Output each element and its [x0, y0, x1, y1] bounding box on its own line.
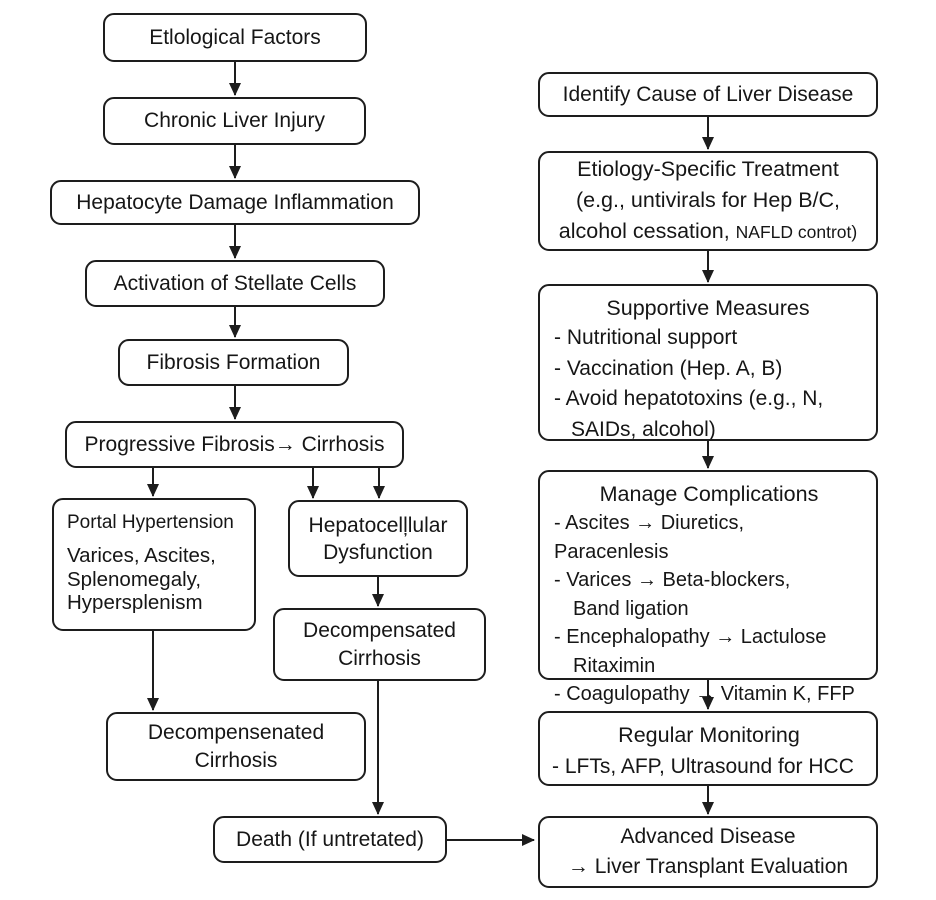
node-line: (e.g., untivirals for Hep B/C, — [575, 188, 841, 212]
node-line: Dysfunction — [323, 540, 433, 564]
node-identify-cause-of-liver-disease — [538, 72, 878, 117]
node-line: Etiology-Specific Treatment — [577, 157, 839, 181]
node-list-item-continuation: SAIDs, alcohol) — [571, 417, 716, 441]
node-line-segment: alcohol cessation, — [558, 219, 736, 243]
node-list-item: - Vaccination (Hep. A, B) — [554, 356, 783, 380]
node-list-item: - LFTs, AFP, Ultrasound for HCC — [552, 755, 854, 778]
node-list-item-continuation: Band ligation — [573, 597, 689, 620]
node-supportive-measures — [538, 284, 878, 441]
node-line — [559, 216, 857, 248]
node-line: Splenomegaly, — [67, 567, 202, 591]
node-list-item: - Avoid hepatotoxins (e.g., N, — [554, 387, 824, 410]
node-regular-monitoring — [538, 711, 878, 786]
node-line-segment-small: NAFLD controt) — [735, 222, 858, 242]
node-line: Decompensated — [303, 618, 456, 642]
node-line: Advanced Disease — [620, 825, 796, 848]
node-list-item: - Encephalopathy → Lactulose — [554, 626, 827, 648]
node-activation-of-stellate-cells — [85, 260, 385, 307]
node-decompensenated-cirrhosis — [106, 712, 366, 781]
node-manage-complications — [538, 470, 878, 705]
node-line: Varices, Ascites, — [67, 544, 216, 568]
node-label: Activation of Stellate Cells — [113, 271, 357, 295]
node-line: → Liver Transplant Evaluation — [567, 855, 849, 878]
node-chronic-liver-injury — [103, 97, 366, 145]
node-advanced-disease-transplant — [538, 816, 878, 888]
node-label: Fibrosis Formation — [146, 350, 321, 374]
node-line: Hepatocelļlular — [308, 513, 448, 537]
node-portal-hypertension — [52, 498, 256, 631]
node-label: Chronic Liver Injury — [144, 109, 325, 133]
node-etiology-specific-treatment — [538, 151, 878, 251]
node-line: Cirrhosis — [194, 748, 278, 772]
node-label: Hepatocyte Damage Inflammation — [76, 190, 394, 214]
node-title: Supportive Measures — [606, 296, 810, 320]
node-line: Cirrhosis — [338, 646, 421, 670]
node-label: Identify Cause of Liver Disease — [562, 82, 854, 106]
node-hepatocyte-damage-inflammation — [50, 180, 420, 225]
node-title: Portal Hypertension — [67, 512, 234, 533]
node-list-item: - Varices → Beta-blockers, — [554, 569, 791, 591]
node-title: Manage Complications — [599, 482, 819, 506]
node-death-if-untreated — [213, 816, 447, 863]
node-list-item: - Coagulopathy → Vitamin K, FFP — [554, 683, 855, 705]
node-etiological-factors — [103, 13, 367, 62]
node-line: Hypersplenism — [67, 591, 203, 615]
node-fibrosis-formation — [118, 339, 349, 386]
node-decompensated-cirrhosis — [273, 608, 486, 681]
node-line: Decompensenated — [147, 720, 325, 744]
node-progressive-fibrosis-cirrhosis — [65, 421, 404, 468]
node-list-item: - Nutritional support — [554, 326, 738, 349]
node-title: Regular Monitoring — [618, 723, 800, 747]
node-label: Etlological Factors — [149, 25, 321, 49]
node-label: Progressive Fibrosis→ Cirrhosis — [84, 432, 385, 456]
node-hepatocellular-dysfunction — [288, 500, 468, 577]
node-label: Death (If untretated) — [236, 827, 424, 851]
node-list-item-continuation: Ritaximin — [573, 654, 656, 677]
node-list-item: - Ascites → Diuretics, Paracenlesis — [554, 512, 745, 563]
